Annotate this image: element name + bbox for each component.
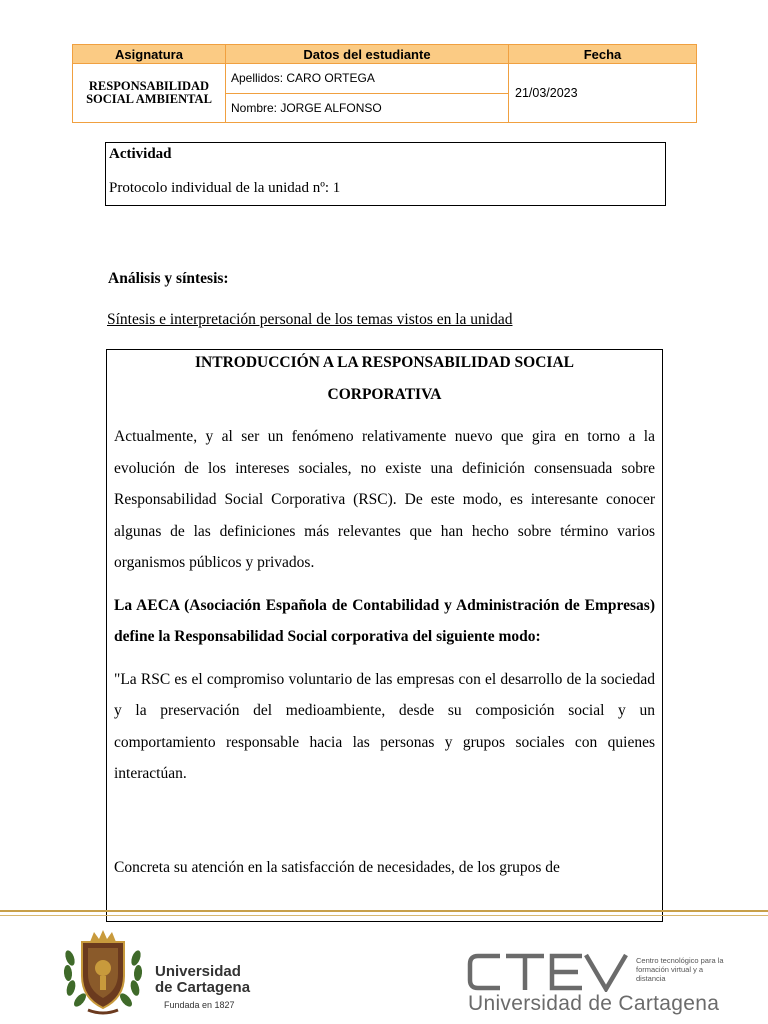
synthesis-heading: Síntesis e interpretación personal de los temas vistos en la unidad bbox=[107, 311, 513, 328]
header-col-date: Fecha bbox=[509, 45, 697, 64]
founded-label: Fundada en 1827 bbox=[164, 1000, 235, 1010]
ctev-university-name: Universidad de Cartagena bbox=[468, 992, 720, 1015]
university-crest-icon bbox=[60, 928, 146, 1016]
university-name-line1: Universidad bbox=[155, 963, 241, 980]
date-value: 21/03/2023 bbox=[509, 64, 697, 123]
content-title bbox=[114, 349, 655, 410]
university-name bbox=[155, 964, 250, 996]
name-field: Nombre: JORGE ALFONSO bbox=[226, 93, 509, 123]
paragraph-1: Actualmente, y al ser un fenómeno relativamente nuevo que gira en torno a la evolución de los intereses sociales, no existe una definición consensuada sobre Responsabilidad Social Corporativa (RSC). De este modo, es interesante conocer algunas de las definiciones más relevantes que han hecho sobre término varios organismos públicos y privados. bbox=[114, 428, 655, 571]
activity-text: Protocolo individual de la unidad nº: 1 bbox=[109, 180, 341, 196]
header-col-student: Datos del estudiante bbox=[226, 45, 509, 64]
activity-title: Actividad bbox=[109, 146, 172, 162]
ctev-logo bbox=[466, 952, 628, 992]
analysis-heading: Análisis y síntesis: bbox=[108, 270, 229, 287]
content-title-line2: CORPORATIVA bbox=[327, 385, 442, 403]
paragraph-2: La AECA (Asociación Española de Contabilidad y Administración de Empresas) define la Responsabilidad Social corporativa del siguiente modo: bbox=[114, 596, 655, 645]
university-name-line2: de Cartagena bbox=[155, 979, 251, 996]
content-box bbox=[106, 349, 663, 922]
ctev-tagline: Centro tecnológico para la formación virtual y a distancia bbox=[636, 956, 724, 983]
paragraph-3: "La RSC es el compromiso voluntario de las empresas con el desarrollo de la sociedad y la preservación del medioambiente, desde su composición social y un comportamiento responsable hacia las personas y grupos sociales con quienes interactúan. bbox=[114, 670, 655, 782]
surname-field: Apellidos: CARO ORTEGA bbox=[226, 64, 509, 94]
header-col-subject: Asignatura bbox=[73, 45, 226, 64]
footer-rule-thin bbox=[0, 915, 768, 916]
content-title-line1: INTRODUCCIÓN A LA RESPONSABILIDAD SOCIAL bbox=[195, 354, 574, 371]
activity-box bbox=[105, 142, 666, 206]
header-table bbox=[72, 44, 697, 123]
footer-rule bbox=[0, 910, 768, 912]
subject-value: RESPONSABILIDAD SOCIAL AMBIENTAL bbox=[73, 64, 226, 123]
paragraph-4: Concreta su atención en la satisfacción de necesidades, de los grupos de bbox=[114, 858, 560, 876]
